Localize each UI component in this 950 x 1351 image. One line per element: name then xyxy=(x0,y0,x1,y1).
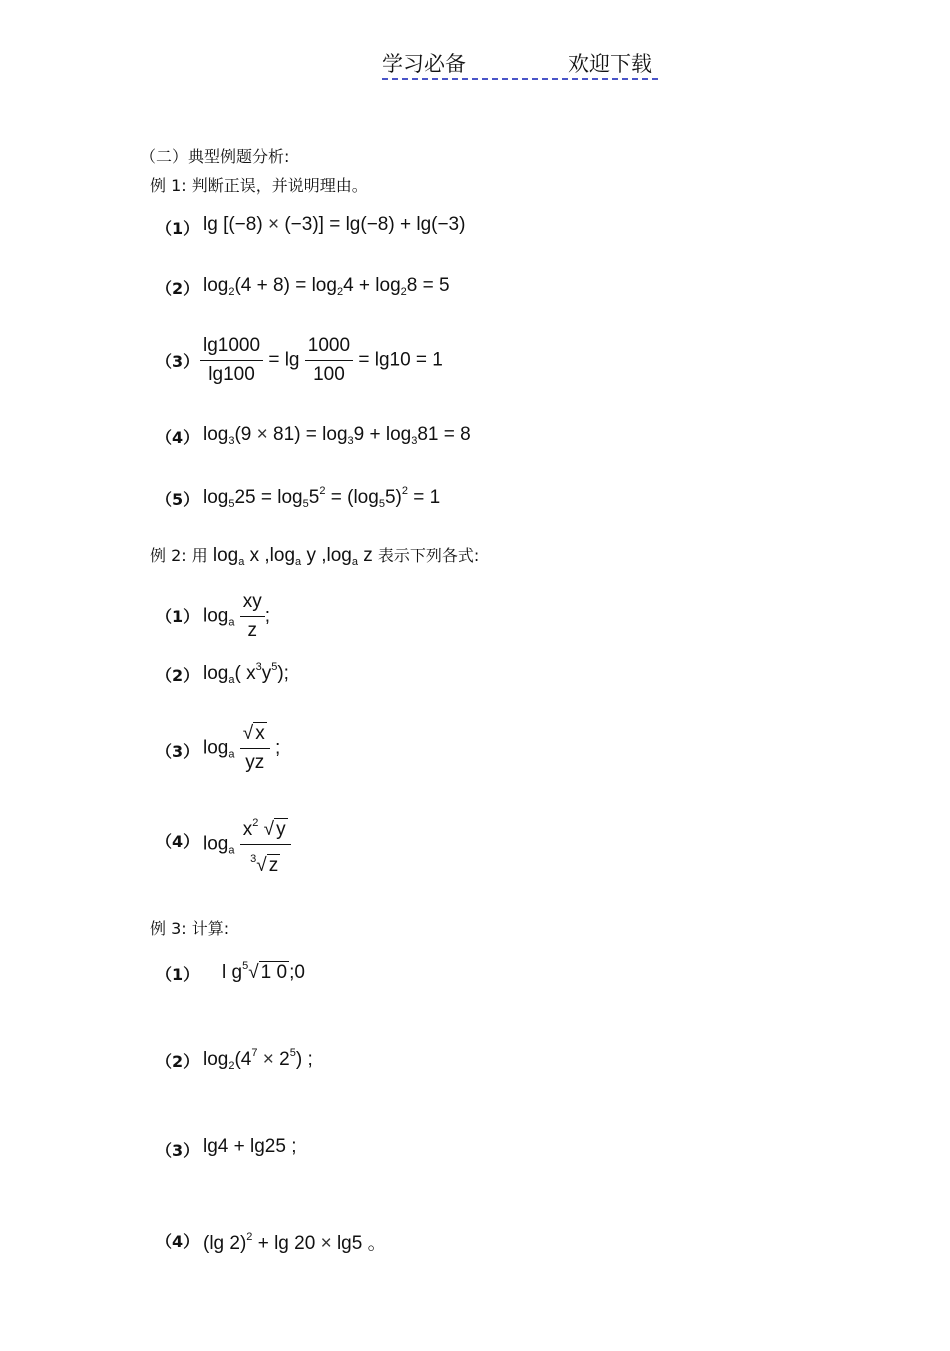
item-number: （1） xyxy=(156,219,200,238)
item-number: （2） xyxy=(156,1052,200,1071)
formula-3-2: $\log_2(4^7 \times 2^5)$ ; xyxy=(203,1047,313,1072)
formula-3-4: (lg 2)$^2$ + lg 20 × lg5 。 xyxy=(203,1231,387,1254)
example-text: : 计算: xyxy=(181,919,230,938)
item-number: （4） xyxy=(156,1232,200,1251)
example-2-vars: $\log_a x$ $,\log_a$ y $,\log_a$ z xyxy=(212,545,373,568)
formula-1-4: $\log_3(9 \times 81) = \log_39 + \log_381 = 8$ xyxy=(203,424,471,447)
example-text: 表示下列各式: xyxy=(377,546,480,565)
formula-2-3: $\log_a$ $\frac{√ x}{yz}$ ; xyxy=(203,720,280,777)
formula-1-2: $\log_2(4 + 8) = \log_24 + \log_28 = 5$ xyxy=(203,275,450,298)
example-text: : 用 xyxy=(181,546,208,565)
formula-2-4: $\log_a$ $\frac{x^2 √ y}{^3√ z}$ xyxy=(203,809,291,880)
header-right: 欢迎下载 xyxy=(568,52,652,76)
example-2-heading xyxy=(150,543,479,568)
item-number: （1） xyxy=(156,607,200,626)
example-1-heading xyxy=(150,173,368,196)
item-number: （4） xyxy=(156,832,200,851)
item-number: （3） xyxy=(156,742,200,761)
formula-2-1: $\log_a$ $\frac{xy}{z}$ ; xyxy=(203,588,270,645)
item-number: （4） xyxy=(156,428,200,447)
item-number: （1） xyxy=(156,965,200,984)
example-label: 例 3 xyxy=(150,919,182,938)
formula-1-5: $\log_525 = \log_55^2 = (\log_55)^2 = 1$ xyxy=(203,485,441,510)
item-number: （3） xyxy=(156,1141,200,1160)
formula-1-1: lg [(−8) × (−3)] = lg(−8) + lg(−3) xyxy=(203,214,466,235)
header-left: 学习必备 xyxy=(382,52,466,76)
example-label: 例 2 xyxy=(150,546,182,565)
item-number: （2） xyxy=(156,279,200,298)
example-3-heading xyxy=(150,916,229,939)
formula-2-2: $\log_a$( $x^3y^5$); xyxy=(203,661,289,686)
item-number: （3） xyxy=(156,352,200,371)
example-label: 例 1 xyxy=(150,176,182,195)
formula-1-3: $\frac{\lg 1000}{\lg 100}$ = lg $\frac{1000}{100}$ = lg10 = 1 xyxy=(200,332,443,389)
item-number: （2） xyxy=(156,666,200,685)
item-number: （5） xyxy=(156,490,200,509)
formula-3-3: lg4 + lg25 ; xyxy=(203,1136,297,1157)
example-text: : 判断正误，并说明理由。 xyxy=(181,176,368,195)
page-header xyxy=(382,48,658,80)
section-title: （二）典型例题分析: xyxy=(140,147,290,166)
formula-3-1: l $g^5√$ 1 0 ;0 xyxy=(222,960,305,983)
